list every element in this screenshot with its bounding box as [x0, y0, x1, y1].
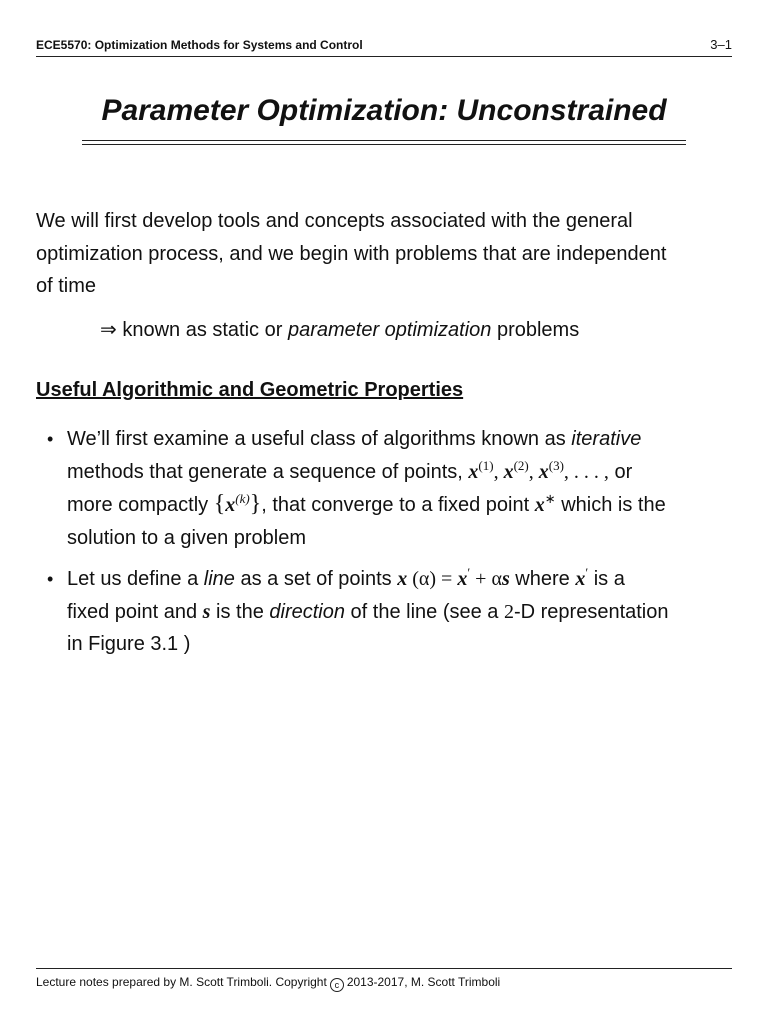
footer-post: 2013-2017, M. Scott Trimboli [346, 975, 501, 989]
math-x: x [538, 460, 549, 483]
math-right-brace: } [249, 491, 262, 517]
bullet2-emph-direction: direction [269, 600, 345, 623]
math-two: 2 [503, 600, 514, 623]
bullet1-line-2 [67, 456, 737, 489]
implies-post: problems [491, 319, 580, 341]
bullet1-line-3 [67, 488, 737, 522]
copyright-icon: c [330, 978, 344, 992]
math-x: x [457, 568, 468, 590]
bullet2-line-1 [67, 563, 737, 596]
superscript-star: ∗ [544, 491, 556, 506]
superscript-3: (3) [548, 457, 564, 473]
math-s: s [501, 568, 510, 590]
bullet1-line-1 [67, 423, 737, 456]
bullet2-text-a4: is a [588, 568, 625, 590]
math-plus-alpha: + α [470, 568, 502, 590]
bullet1-text-c3: which is the [555, 494, 666, 516]
implies-pre: known as static or [116, 319, 288, 341]
superscript-k: (k) [235, 491, 250, 506]
bullet2-text-a3: where [509, 568, 576, 590]
page-number: 3–1 [710, 37, 732, 52]
bullet2-text-b2: is the [210, 600, 270, 623]
bullet1-text-b: methods that generate a sequence of points, [67, 460, 469, 483]
intro-line-3: of time [36, 275, 97, 297]
math-x: x [397, 568, 408, 590]
math-prime: ′ [585, 565, 589, 580]
bullet2-text-b3: of the line (see a [344, 600, 504, 623]
page-title: Parameter Optimization: Unconstrained [101, 94, 667, 127]
math-alpha-arg: (α) = [407, 568, 458, 590]
course-title: ECE5570: Optimization Methods for Systems and Control [36, 38, 363, 52]
math-comma: , [528, 460, 539, 483]
bullet1-text-c: more compactly [67, 494, 214, 516]
bullet2-text-b: fixed point and [67, 600, 203, 623]
implies-arrow-icon: ⇒ [100, 319, 117, 341]
implies-statement [100, 314, 579, 346]
footer-pre: Lecture notes prepared by M. Scott Trimboli. Copyright [36, 975, 327, 989]
page-header [36, 36, 732, 57]
intro-paragraph [36, 205, 736, 303]
math-comma: , [493, 460, 504, 483]
math-x: x [225, 494, 236, 516]
implies-emph: parameter optimization [287, 319, 492, 341]
bullet2-line-2 [67, 596, 737, 629]
math-x: x [468, 460, 479, 483]
section-heading: Useful Algorithmic and Geometric Properties [36, 379, 464, 401]
intro-line-2: optimization process, and we begin with problems that are independent [36, 242, 667, 265]
math-ellipsis: , . . . , [563, 460, 609, 483]
math-prime: ′ [467, 565, 471, 580]
bullet1-emph-iterative: iterative [571, 428, 642, 450]
bullet2-text-b4: -D representation [513, 600, 669, 623]
bullet-dot: • [47, 569, 54, 589]
bullet2-text-a2: as a set of points [234, 568, 398, 590]
bullet-iterative-methods [47, 423, 737, 554]
math-left-brace: { [213, 491, 226, 517]
bullet2-line-3: in Figure 3.1 ) [67, 633, 191, 655]
superscript-1: (1) [478, 457, 494, 473]
bullet1-line-4: solution to a given problem [67, 526, 307, 549]
page-footer [36, 968, 732, 992]
bullet2-text-a: Let us define a [67, 568, 204, 590]
bullet1-text-c2: , that converge to a fixed point [261, 494, 535, 516]
superscript-2: (2) [513, 457, 529, 473]
bullet2-emph-line: line [203, 568, 235, 590]
title-double-rule [82, 140, 686, 145]
math-s: s [202, 600, 211, 623]
bullet-dot: • [47, 429, 54, 449]
math-x: x [534, 494, 545, 516]
math-x: x [575, 568, 586, 590]
bullet1-text-or: or [608, 460, 633, 483]
intro-line-1: We will first develop tools and concepts associated with the general [36, 210, 633, 232]
bullet1-text-a: We’ll first examine a useful class of algorithms known as [67, 428, 572, 450]
bullet-line-definition [47, 563, 737, 661]
math-x: x [503, 460, 514, 483]
